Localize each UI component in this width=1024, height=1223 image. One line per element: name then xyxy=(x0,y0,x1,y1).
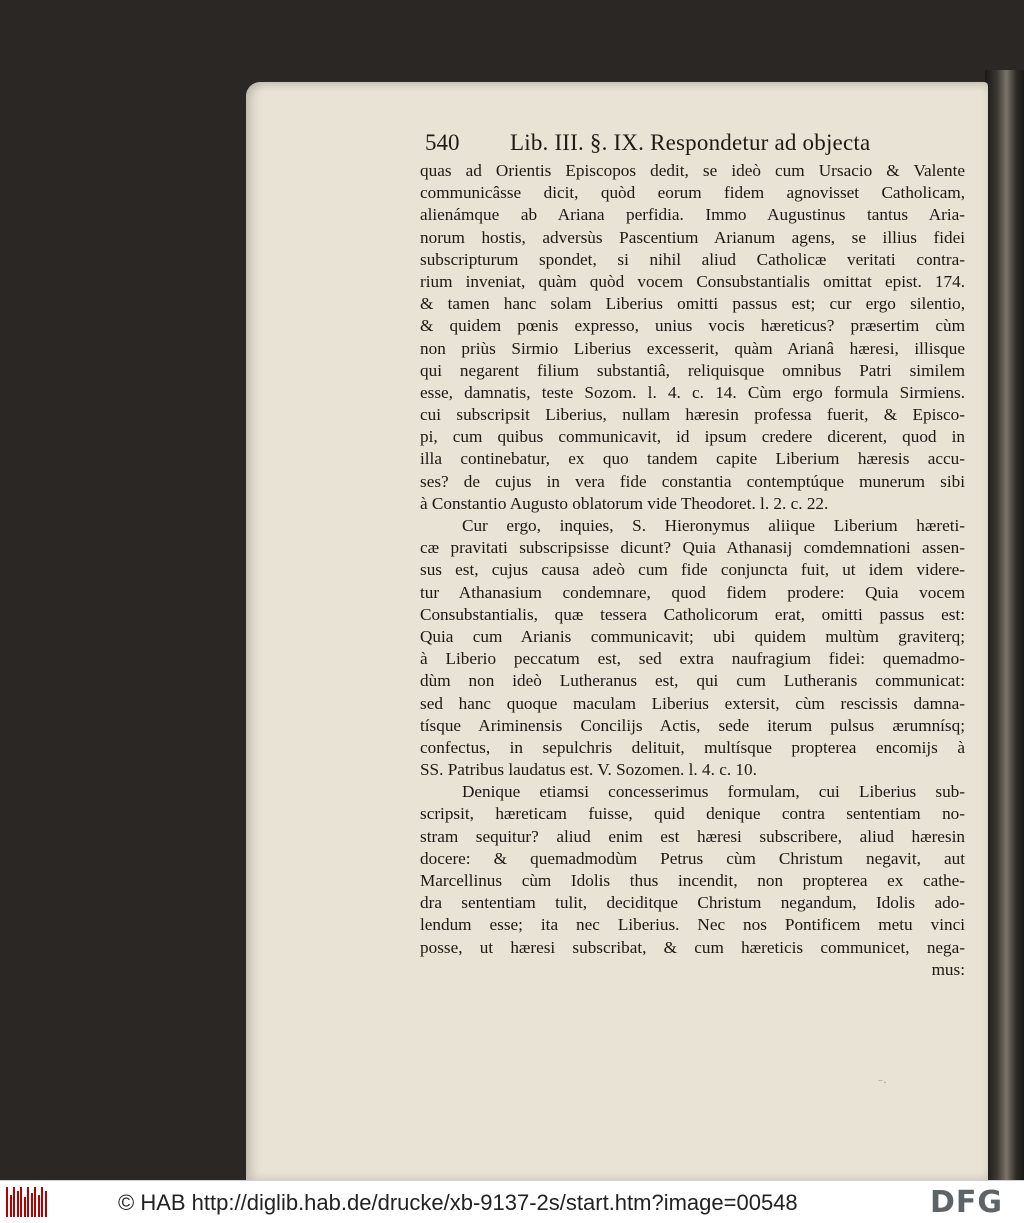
text-line: scripsit, hæreticam fuisse, quid denique contra sententiam no- xyxy=(420,804,965,824)
page-number: 540 xyxy=(425,130,460,155)
text-line: norum hostis, adversùs Pascentium Arianum agens, se illius fidei xyxy=(420,227,965,247)
source-attribution[interactable]: © HAB http://diglib.hab.de/drucke/xb-9137-2s/start.htm?image=00548 xyxy=(118,1190,798,1215)
text-line: posse, ut hæresi subscribat, & cum hæreticis communicet, nega- xyxy=(420,937,965,957)
text-line: illa continebatur, ex quo tandem capite Liberium hæresis accu- xyxy=(420,449,965,469)
book-page-edges xyxy=(985,70,1024,1180)
text-line: SS. Patribus laudatus est. V. Sozomen. l. 4. c. 10. xyxy=(420,760,757,780)
text-line: sus est, cujus causa adeò cum fide conjuncta fuit, ut idem videre- xyxy=(420,560,965,580)
text-line: cui subscripsit Liberius, nullam hæresin professa fuerit, & Episco- xyxy=(420,405,965,425)
text-line: docere: & quemadmodùm Petrus cùm Christum negavit, aut xyxy=(420,848,965,868)
dfg-logo: DFG xyxy=(930,1185,1004,1220)
catchword: mus: xyxy=(931,959,965,979)
text-line: communicâsse dicit, quòd eorum fidem agnovisset Catholicam, xyxy=(420,183,965,203)
text-line: Cur ergo, inquies, S. Hieronymus aliique Liberium hæreti- xyxy=(462,516,965,535)
body-text xyxy=(420,160,965,981)
text-line: tur Athanasium condemnare, quod fidem prodere: Quia vocem xyxy=(420,582,965,602)
text-line: à Constantio Augusto oblatorum vide Theodoret. l. 2. c. 22. xyxy=(420,493,829,513)
text-line: dùm non ideò Lutheranus est, qui cum Lutheranis communicat: xyxy=(420,671,965,691)
text-line: confectus, in sepulchris delituit, multísque propterea encomijs à xyxy=(420,737,965,757)
text-line: dra sententiam tulit, deciditque Christum negandum, Idolis ado- xyxy=(420,893,965,913)
footer-bar xyxy=(0,1180,1024,1223)
hab-logo-icon xyxy=(6,1187,48,1217)
text-line: stram sequitur? aliud enim est hæresi subscribere, aliud hæresin xyxy=(420,826,965,846)
text-line: qui negarent filium substantiâ, reliquisque omnibus Patri similem xyxy=(420,360,965,380)
text-line: à Liberio peccatum est, sed extra naufragium fidei: quemadmo- xyxy=(420,649,965,669)
text-line: alienámque ab Ariana perfidia. Immo Augustinus tantus Aria- xyxy=(420,205,965,225)
text-line: sed hanc quoque maculam Liberius extersit, cùm rescissis damna- xyxy=(420,693,965,713)
text-line: ses? de cujus in vera fide constantia contemptúque munerum sibi xyxy=(420,471,965,491)
text-line: pi, cum quibus communicavit, id ipsum credere dicerent, quod in xyxy=(420,427,965,447)
text-line: Quia cum Arianis communicavit; ubi quidem multùm graviterq; xyxy=(420,626,965,646)
text-line: lendum esse; ita nec Liberius. Nec nos Pontificem metu vinci xyxy=(420,915,965,935)
text-line: esse, damnatis, teste Sozom. l. 4. c. 14. Cùm ergo formula Sirmiens. xyxy=(420,382,965,402)
text-line: non priùs Sirmio Liberius excesserit, quàm Arianâ hæresi, illisque xyxy=(420,338,965,358)
text-line: & quidem pœnis expresso, unius vocis hæreticus? præsertim cùm xyxy=(420,316,965,336)
text-line: cæ pravitati subscripsisse dicunt? Quia Athanasij comdemnationi assen- xyxy=(420,538,965,558)
paper-mark xyxy=(878,1078,892,1082)
text-line: quas ad Orientis Episcopos dedit, se ideò cum Ursacio & Valente xyxy=(420,161,965,180)
text-line: tísque Ariminensis Concilijs Actis, sede iterum pulsus ærumnísq; xyxy=(420,715,965,735)
text-line: Denique etiamsi concesserimus formulam, cui Liberius sub- xyxy=(462,782,965,802)
text-line: Consubstantialis, quæ tessera Catholicorum erat, omitti passus est: xyxy=(420,604,965,624)
text-line: rium inveniat, quàm quòd vocem Consubstantialis omittat epist. 174. xyxy=(420,271,965,291)
text-line: Marcellinus cùm Idolis thus incendit, non propterea ex cathe- xyxy=(420,871,965,890)
page-header xyxy=(425,128,885,162)
running-head: Lib. III. §. IX. Respondetur ad objecta xyxy=(510,130,871,155)
text-line: subscripturum spondet, si nihil aliud Catholicæ veritati contra- xyxy=(420,249,965,269)
text-line: & tamen hanc solam Liberius omitti passus est; cur ergo silentio, xyxy=(420,294,965,314)
